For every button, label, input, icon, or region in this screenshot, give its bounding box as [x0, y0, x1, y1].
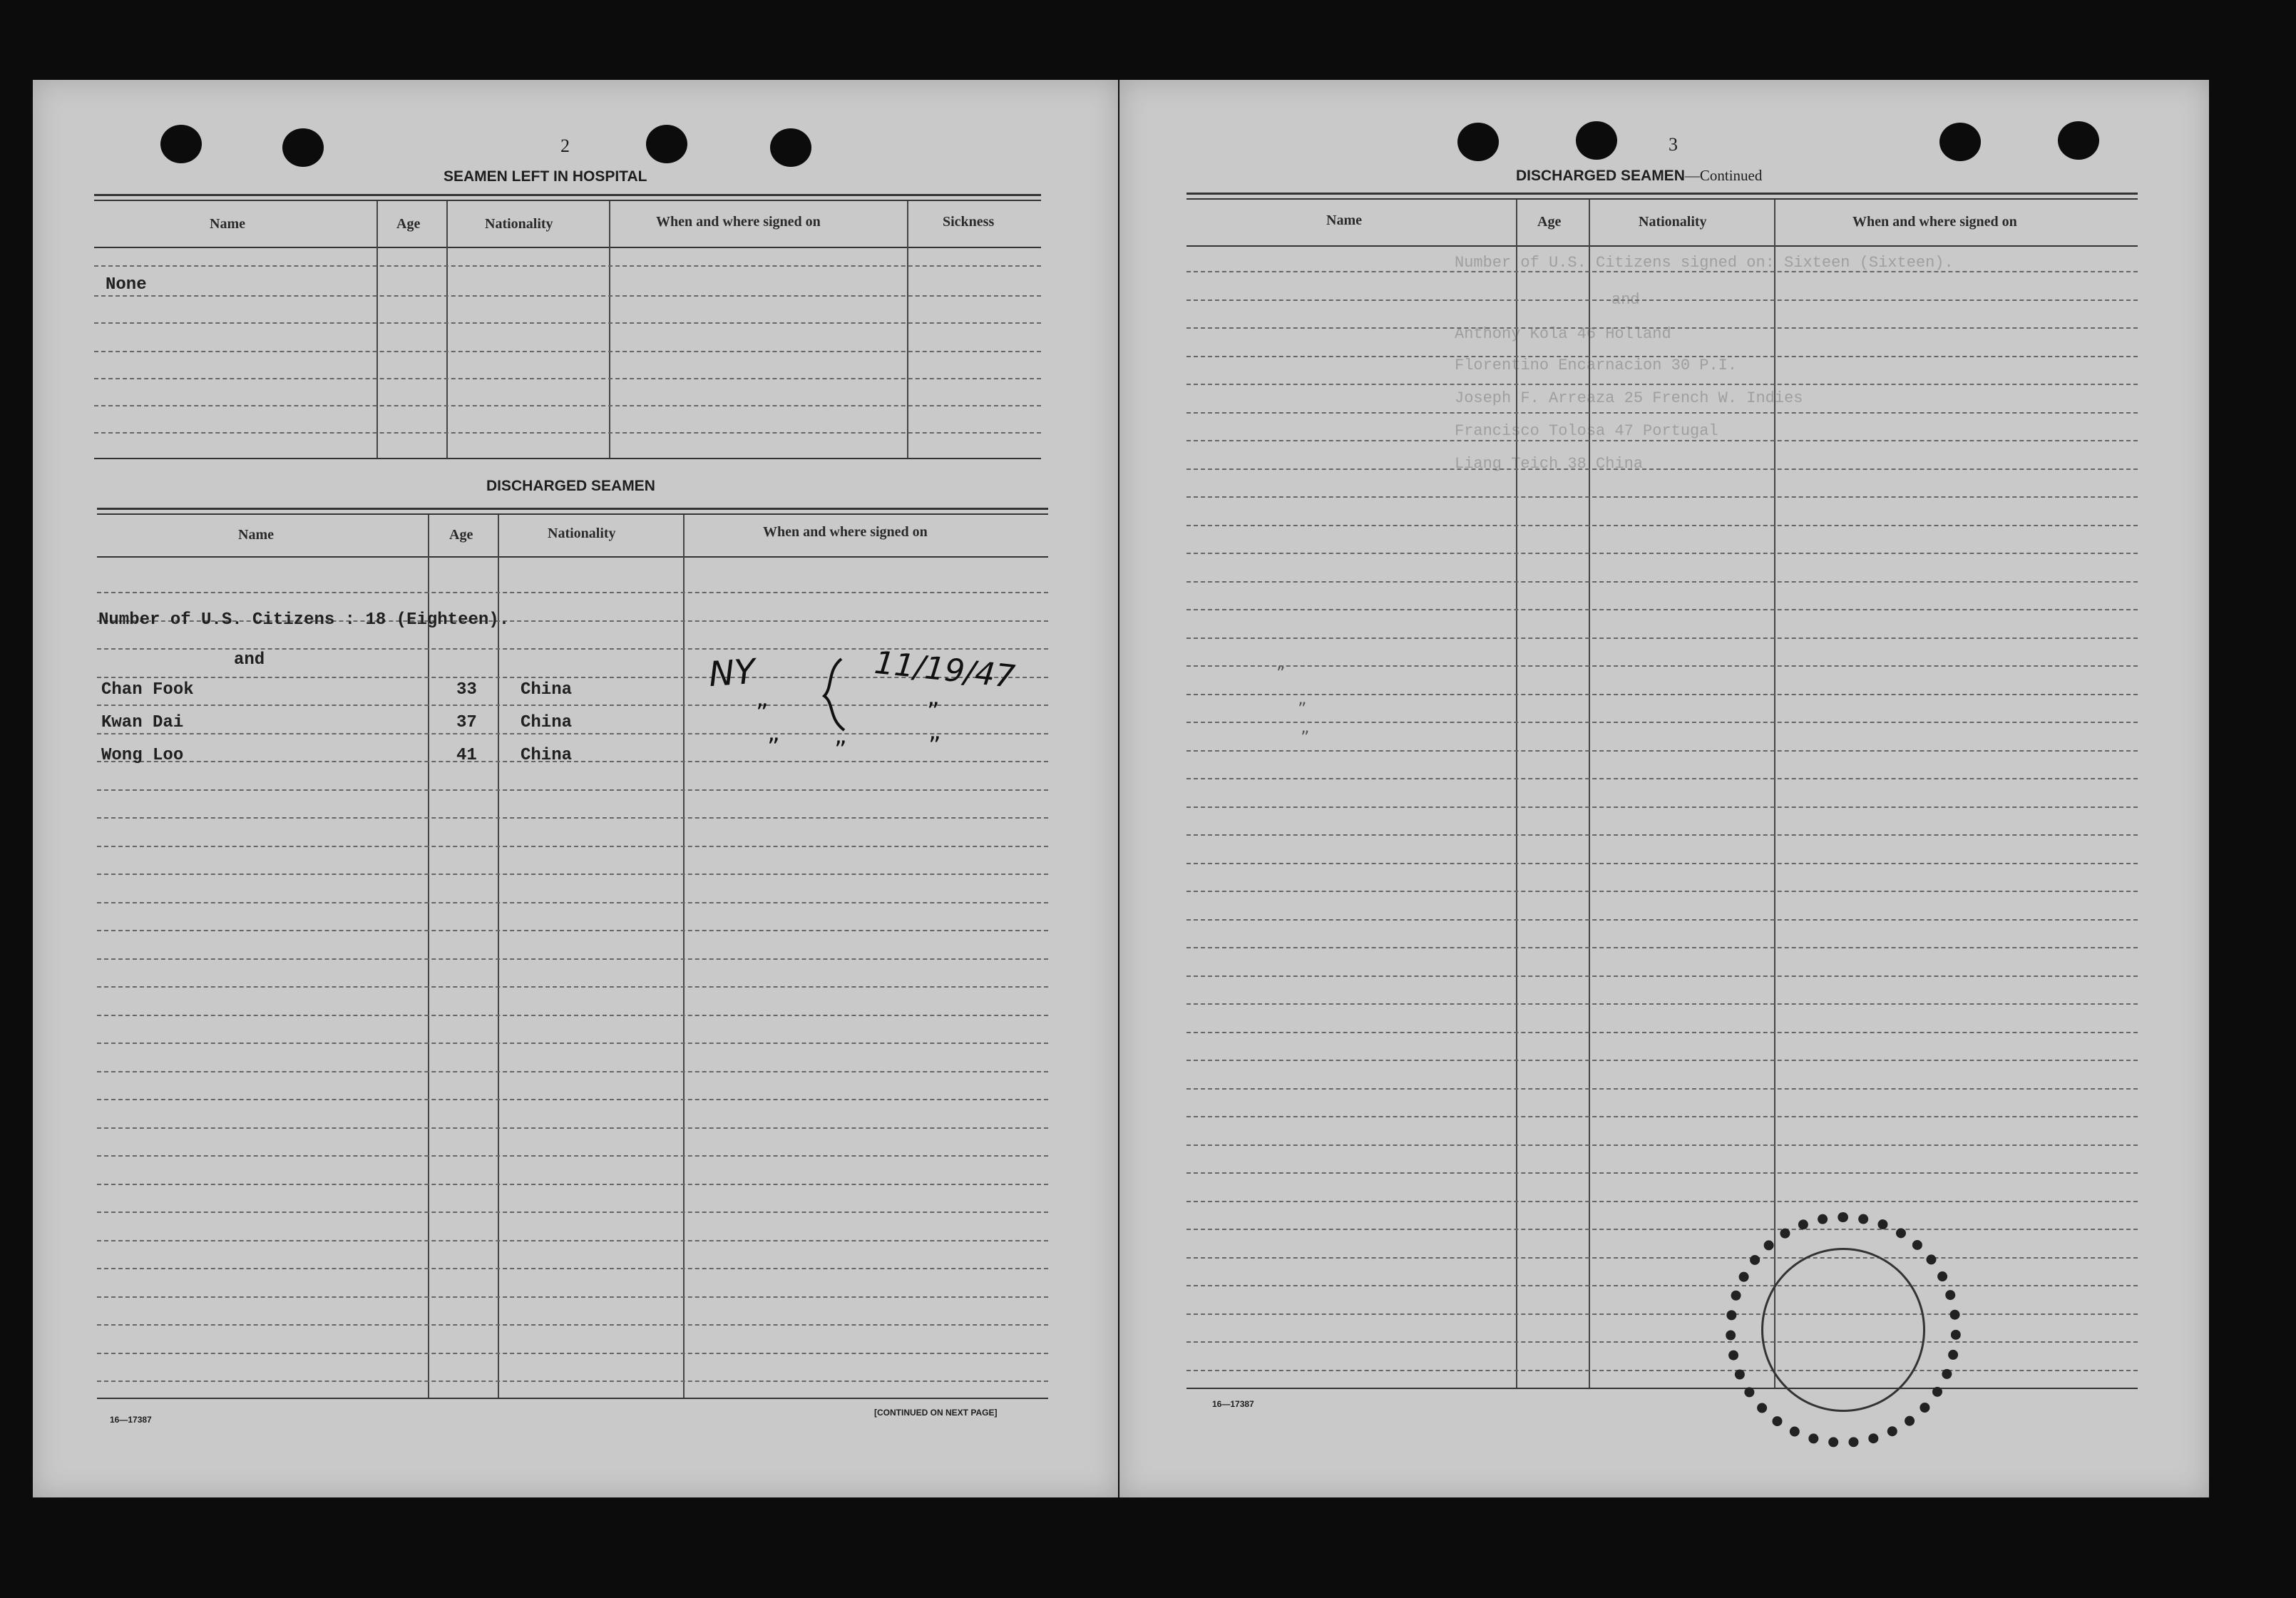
seaman-age: 37 — [456, 713, 477, 732]
row-line — [1187, 975, 2138, 977]
row-line — [1187, 834, 2138, 836]
handwritten-date: 11/19/47 — [872, 644, 1017, 696]
seaman-name: Kwan Dai — [101, 713, 184, 732]
hospital-section-title: SEAMEN LEFT IN HOSPITAL — [444, 168, 647, 185]
faint-mark: ” — [1301, 727, 1310, 747]
row-line — [94, 322, 1041, 324]
row-line — [1187, 919, 2138, 921]
bleed-through-text: Anthony Kola 46 Holland — [1455, 325, 1671, 343]
left-page — [33, 80, 1118, 1497]
row-line — [97, 846, 1048, 847]
row-line — [1187, 412, 2138, 414]
row-line — [1187, 440, 2138, 441]
row-line — [1187, 694, 2138, 695]
table-rule — [94, 458, 1041, 459]
row-line — [97, 1240, 1048, 1241]
column-divider — [683, 515, 685, 1399]
row-line — [97, 761, 1048, 762]
title-rest: —Continued — [1684, 167, 1763, 184]
column-divider — [376, 201, 378, 458]
row-line — [1187, 1201, 2138, 1202]
ditto-mark: ” — [927, 697, 940, 726]
row-line — [1187, 1285, 2138, 1286]
row-line — [97, 817, 1048, 819]
row-line — [97, 902, 1048, 903]
ditto-mark: ” — [756, 699, 769, 727]
row-line — [97, 592, 1048, 593]
row-line — [1187, 1341, 2138, 1343]
page-number: 2 — [560, 135, 570, 156]
column-divider — [609, 201, 610, 458]
row-line — [1187, 778, 2138, 779]
bleed-through-text: Francisco Tolosa 47 Portugal — [1455, 422, 1718, 440]
row-line — [97, 789, 1048, 791]
column-header: Age — [449, 527, 473, 543]
seaman-age: 33 — [456, 680, 477, 700]
table-rule — [1187, 1388, 2138, 1389]
table-rule — [97, 508, 1048, 510]
table-rule — [1187, 193, 2138, 195]
seaman-age: 41 — [456, 746, 477, 765]
continued-note: [CONTINUED ON NEXT PAGE] — [874, 1408, 998, 1418]
column-header: Age — [396, 216, 421, 232]
column-header: Sickness — [943, 214, 995, 230]
bleed-through-text: Joseph F. Arreaza 25 French W. Indies — [1455, 389, 1803, 407]
row-line — [97, 874, 1048, 875]
row-line — [1187, 356, 2138, 357]
column-divider — [428, 515, 429, 1399]
punch-hole — [282, 128, 324, 167]
column-divider — [1589, 200, 1590, 1389]
seaman-nationality: China — [521, 746, 573, 765]
row-line — [1187, 750, 2138, 752]
column-header: Age — [1537, 214, 1562, 230]
form-code: 16—17387 — [110, 1415, 152, 1425]
row-line — [1187, 581, 2138, 583]
row-line — [1187, 1003, 2138, 1005]
row-line — [97, 1296, 1048, 1298]
row-line — [1187, 468, 2138, 470]
row-line — [97, 1381, 1048, 1382]
column-header: Nationality — [485, 216, 553, 232]
table-rule — [97, 1398, 1048, 1399]
discharged-section-title: DISCHARGED SEAMEN — [486, 478, 655, 494]
row-line — [94, 405, 1041, 406]
punch-hole — [160, 125, 202, 163]
row-line — [97, 1353, 1048, 1354]
bleed-through-text: Liang Teich 38 China — [1455, 455, 1644, 473]
column-header: Name — [210, 216, 245, 232]
bleed-through-text: Florentino Encarnacion 30 P.I. — [1455, 357, 1738, 374]
column-divider — [1516, 200, 1517, 1389]
row-line — [1187, 525, 2138, 526]
ditto-mark: ” — [928, 732, 941, 760]
table-rule — [97, 513, 1048, 515]
column-header: When and where signed on — [1852, 214, 2017, 230]
row-line — [1187, 637, 2138, 639]
row-line — [1187, 553, 2138, 554]
table-rule — [1187, 198, 2138, 200]
row-line — [94, 432, 1041, 434]
ditto-mark: ” — [834, 736, 847, 764]
row-line — [94, 378, 1041, 379]
row-line — [97, 930, 1048, 931]
title-bold: DISCHARGED SEAMEN — [1516, 168, 1685, 184]
column-header: Nationality — [548, 526, 616, 541]
row-line — [1187, 891, 2138, 892]
page-number: 3 — [1669, 134, 1678, 155]
column-divider — [1774, 200, 1775, 1389]
row-line — [1187, 1144, 2138, 1146]
row-line — [1187, 863, 2138, 864]
row-line — [97, 1127, 1048, 1129]
punch-hole — [1939, 123, 1981, 161]
row-line — [94, 351, 1041, 352]
row-line — [1187, 1257, 2138, 1259]
row-line — [1187, 299, 2138, 301]
row-line — [97, 1184, 1048, 1185]
row-line — [1187, 1229, 2138, 1230]
row-line — [97, 1043, 1048, 1044]
row-line — [97, 733, 1048, 734]
seaman-nationality: China — [521, 680, 573, 700]
row-line — [97, 1268, 1048, 1269]
table-rule — [94, 194, 1041, 196]
row-line — [1187, 271, 2138, 272]
table-rule — [97, 556, 1048, 558]
handwritten-place: NY — [707, 651, 757, 695]
column-header: Nationality — [1639, 214, 1707, 230]
row-line — [1187, 1116, 2138, 1117]
punch-hole — [1576, 121, 1617, 160]
row-line — [1187, 609, 2138, 610]
row-line — [94, 265, 1041, 267]
row-line — [97, 1099, 1048, 1100]
and-word: and — [234, 650, 265, 670]
row-line — [1187, 806, 2138, 808]
column-divider — [446, 201, 448, 458]
table-rule — [94, 200, 1041, 201]
row-line — [1187, 1032, 2138, 1033]
column-header: When and where signed on — [763, 524, 928, 540]
row-line — [97, 1155, 1048, 1157]
column-divider — [907, 201, 908, 458]
punch-hole — [770, 128, 811, 167]
row-line — [97, 1015, 1048, 1016]
table-rule — [94, 247, 1041, 248]
row-line — [97, 986, 1048, 988]
row-line — [1187, 1313, 2138, 1315]
column-header: When and where signed on — [656, 214, 821, 230]
row-line — [1187, 1088, 2138, 1090]
ditto-mark: ” — [767, 733, 780, 762]
punch-hole — [2058, 121, 2099, 160]
hospital-entry: None — [106, 275, 147, 294]
table-rule — [1187, 245, 2138, 247]
round-stamp-inner — [1761, 1248, 1925, 1412]
punch-hole — [1457, 123, 1499, 161]
row-line — [94, 295, 1041, 297]
seaman-name: Chan Fook — [101, 680, 194, 700]
faint-mark: ” — [1276, 663, 1286, 683]
row-line — [1187, 665, 2138, 667]
row-line — [97, 1212, 1048, 1213]
row-line — [97, 1324, 1048, 1326]
row-line — [97, 1071, 1048, 1072]
row-line — [1187, 384, 2138, 385]
handwritten-bracket-icon — [820, 656, 856, 734]
column-header: Name — [238, 527, 274, 543]
row-line — [1187, 327, 2138, 329]
row-line — [1187, 1172, 2138, 1174]
column-header: Name — [1326, 212, 1362, 228]
row-line — [1187, 947, 2138, 948]
faint-mark: ” — [1298, 699, 1307, 719]
row-line — [97, 705, 1048, 706]
row-line — [97, 958, 1048, 960]
row-line — [1187, 1060, 2138, 1061]
citizens-count: Number of U.S. Citizens : 18 (Eighteen). — [98, 610, 510, 630]
punch-hole — [646, 125, 687, 163]
discharged-continued-title — [1516, 167, 1762, 185]
form-code: 16—17387 — [1212, 1399, 1254, 1409]
row-line — [1187, 496, 2138, 498]
column-divider — [498, 515, 499, 1399]
row-line — [1187, 722, 2138, 723]
seaman-nationality: China — [521, 713, 573, 732]
bleed-through-text: and — [1611, 291, 1640, 309]
bleed-through-text: Number of U.S. Citizens signed on: Sixteen (Sixteen). — [1455, 254, 1954, 272]
row-line — [1187, 1370, 2138, 1371]
seaman-name: Wong Loo — [101, 746, 184, 765]
